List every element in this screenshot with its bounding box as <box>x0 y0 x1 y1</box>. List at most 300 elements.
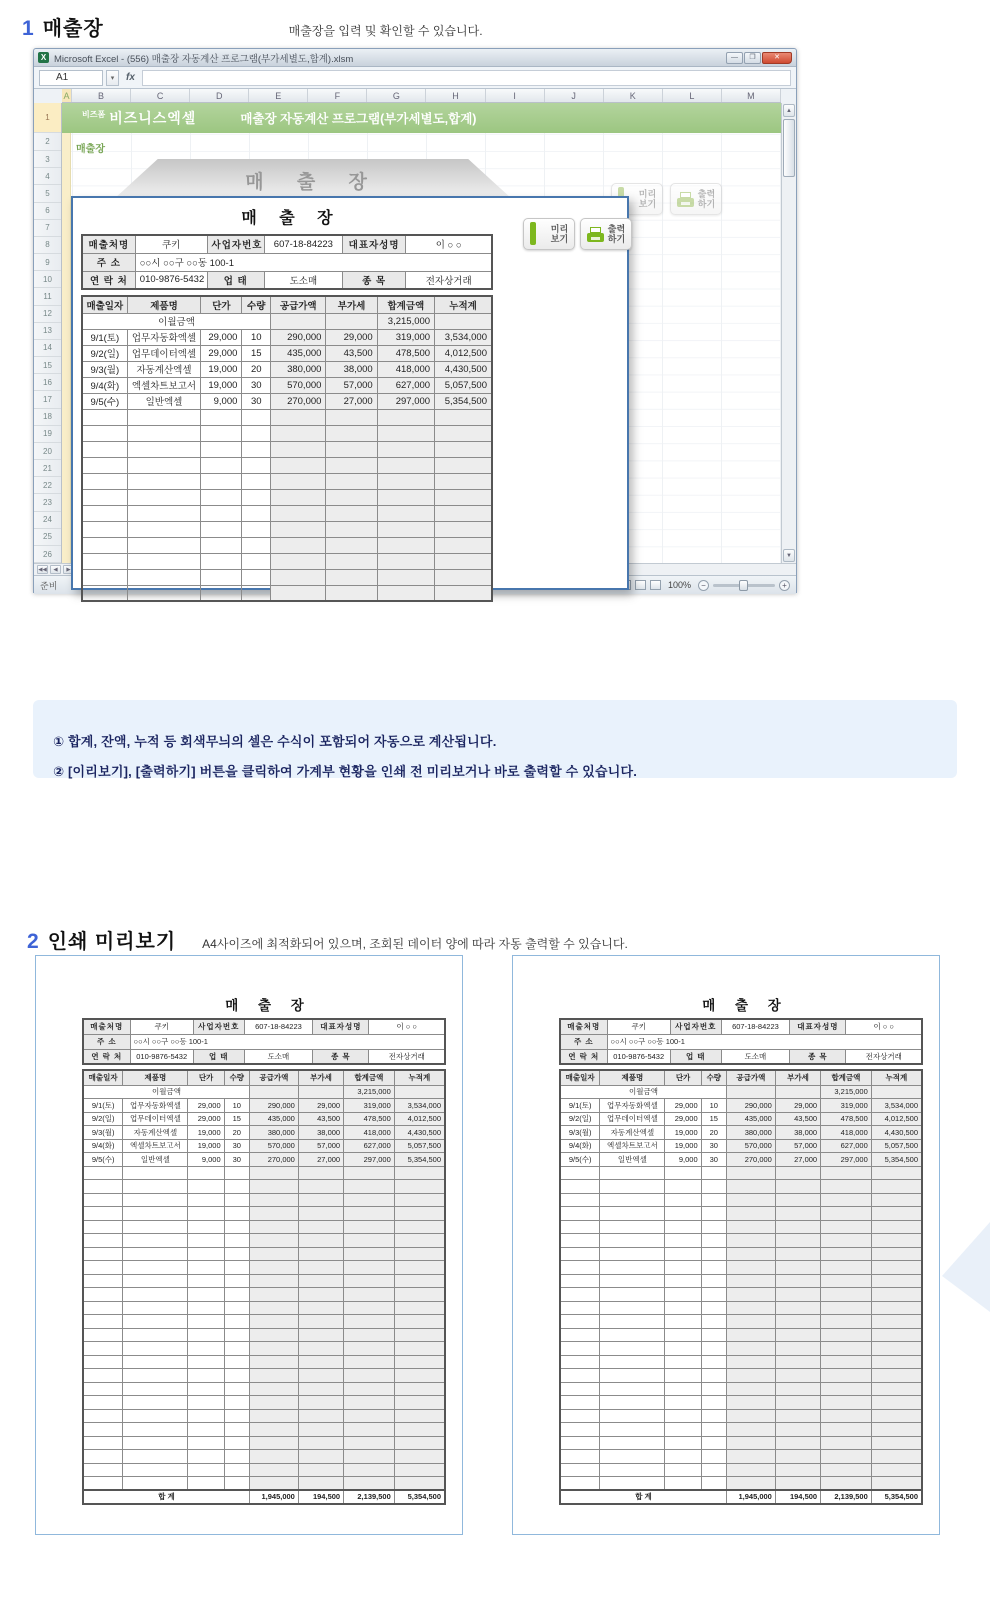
table-cell <box>560 1234 600 1248</box>
table-cell[interactable] <box>127 441 201 457</box>
table-cell[interactable] <box>242 569 271 585</box>
table-cell <box>726 1274 775 1288</box>
table-cell[interactable] <box>242 553 271 569</box>
table-cell[interactable] <box>242 585 271 601</box>
table-cell <box>224 1301 249 1315</box>
table-row <box>560 1436 922 1450</box>
preview-button-disabled[interactable]: 미리 보기 <box>611 183 663 215</box>
table-cell[interactable] <box>326 313 377 329</box>
table-cell[interactable] <box>242 505 271 521</box>
table-cell[interactable]: 9,000 <box>201 393 242 409</box>
row-header[interactable]: 14 <box>34 340 61 357</box>
info-value[interactable]: 도소매 <box>264 271 342 289</box>
table-cell[interactable] <box>326 553 377 569</box>
table-cell[interactable] <box>271 409 326 425</box>
info-value: 010-9876-5432 <box>130 1049 193 1064</box>
table-cell[interactable]: 19,000 <box>201 377 242 393</box>
preview-button[interactable]: 미리 보기 <box>523 218 575 250</box>
table-cell[interactable] <box>271 569 326 585</box>
table-cell <box>188 1220 224 1234</box>
table-cell[interactable]: 570,000 <box>271 377 326 393</box>
table-cell[interactable] <box>127 409 201 425</box>
table-cell[interactable]: 290,000 <box>271 329 326 345</box>
table-cell[interactable] <box>435 313 492 329</box>
column-header[interactable]: K <box>604 89 663 102</box>
table-cell[interactable] <box>377 553 434 569</box>
table-cell[interactable] <box>82 473 127 489</box>
row-header[interactable]: 11 <box>34 288 61 305</box>
column-header[interactable]: M <box>722 89 781 102</box>
table-cell[interactable] <box>377 425 434 441</box>
table-cell <box>123 1301 188 1315</box>
table-row <box>82 253 492 271</box>
table-cell <box>701 1369 726 1383</box>
column-title: 합계금액 <box>344 1070 395 1085</box>
column-title: 매출일자 <box>560 1070 600 1085</box>
table-cell[interactable] <box>271 537 326 553</box>
column-header[interactable]: F <box>308 89 367 102</box>
table-cell: 38,000 <box>775 1126 820 1140</box>
table-cell[interactable]: 9/4(화) <box>82 377 127 393</box>
table-cell[interactable]: 업무자동화엑셀 <box>127 329 201 345</box>
table-cell[interactable] <box>271 473 326 489</box>
table-cell[interactable] <box>127 521 201 537</box>
table-cell[interactable] <box>242 489 271 505</box>
table-cell[interactable]: 9/5(수) <box>82 393 127 409</box>
table-cell: 29,000 <box>665 1112 701 1126</box>
section-1-subtitle: 매출장을 입력 및 확인할 수 있습니다. <box>288 24 483 38</box>
table-cell <box>726 1085 775 1099</box>
table-cell[interactable] <box>82 553 127 569</box>
table-cell[interactable] <box>377 505 434 521</box>
column-header[interactable]: A <box>62 89 72 102</box>
table-cell[interactable] <box>377 537 434 553</box>
carry-over-total[interactable]: 3,215,000 <box>377 313 434 329</box>
total-value: 5,354,500 <box>394 1490 445 1504</box>
table-cell[interactable] <box>242 409 271 425</box>
table-cell[interactable]: 30 <box>242 377 271 393</box>
table-cell[interactable]: 297,000 <box>377 393 434 409</box>
table-cell <box>344 1463 395 1477</box>
table-cell[interactable] <box>271 441 326 457</box>
close-button[interactable] <box>762 52 792 64</box>
table-cell[interactable] <box>242 473 271 489</box>
table-cell[interactable] <box>271 457 326 473</box>
info-value[interactable]: 이 ○ ○ <box>406 235 492 253</box>
carry-over-label[interactable]: 이월금액 <box>82 313 271 329</box>
scroll-up-icon[interactable] <box>783 104 795 117</box>
table-cell <box>775 1436 820 1450</box>
table-cell <box>871 1247 922 1261</box>
row-header[interactable]: 8 <box>34 237 61 254</box>
table-cell[interactable] <box>326 585 377 601</box>
page-break-view-icon[interactable] <box>650 580 661 590</box>
column-header[interactable]: B <box>72 89 131 102</box>
table-cell[interactable] <box>201 473 242 489</box>
scrollbar-thumb[interactable] <box>783 119 795 177</box>
table-cell[interactable]: 9/2(일) <box>82 345 127 361</box>
table-cell <box>701 1288 726 1302</box>
table-cell[interactable] <box>82 489 127 505</box>
table-cell[interactable] <box>435 585 492 601</box>
table-cell[interactable]: 38,000 <box>326 361 377 377</box>
print-button[interactable]: 출력 하기 <box>580 218 632 250</box>
table-cell: 자동계산엑셀 <box>123 1126 188 1140</box>
table-cell[interactable] <box>201 409 242 425</box>
table-cell[interactable]: 19,000 <box>201 361 242 377</box>
table-cell[interactable] <box>82 457 127 473</box>
table-cell[interactable]: 10 <box>242 329 271 345</box>
info-label: 사업자번호 <box>193 1019 244 1034</box>
table-cell[interactable]: 9/3(월) <box>82 361 127 377</box>
table-cell[interactable] <box>82 425 127 441</box>
column-title[interactable]: 합계금액 <box>377 296 434 313</box>
column-header[interactable]: L <box>663 89 722 102</box>
table-cell <box>83 1355 123 1369</box>
table-cell <box>726 1382 775 1396</box>
print-button-disabled[interactable]: 출력 하기 <box>670 183 722 215</box>
table-cell[interactable] <box>326 425 377 441</box>
column-title[interactable]: 단가 <box>201 296 242 313</box>
table-cell <box>83 1450 123 1464</box>
fx-icon: fx <box>126 72 135 83</box>
table-cell[interactable] <box>326 409 377 425</box>
info-value[interactable]: ○○시 ○○구 ○○동 100-1 <box>135 253 492 271</box>
table-cell[interactable]: 자동계산엑셀 <box>127 361 201 377</box>
table-cell[interactable]: 418,000 <box>377 361 434 377</box>
table-cell[interactable] <box>127 457 201 473</box>
table-cell[interactable] <box>435 489 492 505</box>
total-value: 5,354,500 <box>871 1490 922 1504</box>
table-cell[interactable] <box>201 521 242 537</box>
info-label[interactable]: 주 소 <box>82 253 135 271</box>
table-row <box>560 1315 922 1329</box>
table-cell[interactable] <box>435 457 492 473</box>
table-cell[interactable]: 20 <box>242 361 271 377</box>
info-value[interactable]: 쿠키 <box>135 235 207 253</box>
table-cell[interactable] <box>435 505 492 521</box>
info-value: 쿠키 <box>130 1019 193 1034</box>
row-header[interactable]: 6 <box>34 203 61 220</box>
table-cell[interactable] <box>326 441 377 457</box>
info-value[interactable]: 010-9876-5432 <box>135 271 207 289</box>
column-title[interactable]: 공급가액 <box>271 296 326 313</box>
vertical-scrollbar[interactable] <box>781 103 796 563</box>
table-cell[interactable]: 5,354,500 <box>435 393 492 409</box>
table-cell <box>600 1180 665 1194</box>
info-label[interactable]: 사업자번호 <box>207 235 264 253</box>
table-cell[interactable] <box>435 441 492 457</box>
table-cell[interactable]: 478,500 <box>377 345 434 361</box>
table-row <box>83 1166 445 1180</box>
carry-over-row <box>560 1085 922 1099</box>
popup-buttons <box>523 218 632 250</box>
row-header[interactable]: 4 <box>34 168 61 185</box>
table-cell[interactable] <box>127 489 201 505</box>
table-cell[interactable] <box>82 585 127 601</box>
column-title[interactable]: 누적계 <box>435 296 492 313</box>
table-cell[interactable] <box>326 489 377 505</box>
row-header[interactable]: 15 <box>34 357 61 374</box>
column-header[interactable]: D <box>190 89 249 102</box>
row-header[interactable]: 21 <box>34 460 61 477</box>
info-value: ○○시 ○○구 ○○동 100-1 <box>607 1034 922 1049</box>
total-value: 1,945,000 <box>726 1490 775 1504</box>
column-header[interactable]: J <box>545 89 604 102</box>
info-value: 이 ○ ○ <box>369 1019 445 1034</box>
table-cell <box>83 1423 123 1437</box>
column-header[interactable]: E <box>249 89 308 102</box>
column-header[interactable]: H <box>426 89 485 102</box>
table-cell[interactable] <box>82 505 127 521</box>
table-cell[interactable] <box>326 473 377 489</box>
table-cell[interactable] <box>127 553 201 569</box>
column-header[interactable]: I <box>486 89 545 102</box>
row-header[interactable]: 17 <box>34 391 61 408</box>
minimize-button[interactable] <box>726 52 743 64</box>
table-cell <box>123 1409 188 1423</box>
table-cell <box>600 1436 665 1450</box>
table-cell <box>871 1315 922 1329</box>
maximize-button[interactable] <box>744 52 761 64</box>
table-cell[interactable] <box>242 441 271 457</box>
table-cell[interactable] <box>82 409 127 425</box>
table-cell[interactable]: 43,500 <box>326 345 377 361</box>
row-header[interactable]: 7 <box>34 220 61 237</box>
table-cell[interactable]: 29,000 <box>201 329 242 345</box>
table-cell[interactable] <box>201 441 242 457</box>
info-label[interactable]: 매출처명 <box>82 235 135 253</box>
zoom-slider[interactable] <box>713 584 775 587</box>
table-cell[interactable] <box>435 569 492 585</box>
prev-sheet-icon[interactable]: ◀ <box>50 565 61 574</box>
column-title[interactable]: 매출일자 <box>82 296 127 313</box>
table-cell[interactable] <box>435 473 492 489</box>
row-header[interactable]: 5 <box>34 185 61 202</box>
table-cell[interactable] <box>201 425 242 441</box>
table-cell[interactable] <box>377 489 434 505</box>
table-cell[interactable]: 270,000 <box>271 393 326 409</box>
row-header[interactable]: 2 <box>34 133 61 151</box>
table-cell: 19,000 <box>665 1126 701 1140</box>
table-cell[interactable]: 엑셀차트보고서 <box>127 377 201 393</box>
column-title: 누적계 <box>871 1070 922 1085</box>
row-header[interactable]: 24 <box>34 512 61 529</box>
table-cell[interactable] <box>201 569 242 585</box>
table-cell[interactable]: 435,000 <box>271 345 326 361</box>
table-cell <box>600 1261 665 1275</box>
scroll-down-icon[interactable] <box>783 549 795 562</box>
table-cell[interactable] <box>377 521 434 537</box>
first-sheet-icon[interactable]: ◀◀ <box>38 567 47 573</box>
table-cell[interactable] <box>201 553 242 569</box>
table-cell[interactable]: 업무데이터엑셀 <box>127 345 201 361</box>
table-cell[interactable]: 57,000 <box>326 377 377 393</box>
column-header[interactable]: C <box>131 89 190 102</box>
table-cell[interactable] <box>201 457 242 473</box>
table-cell[interactable] <box>271 505 326 521</box>
table-cell[interactable] <box>242 537 271 553</box>
table-cell[interactable]: 5,057,500 <box>435 377 492 393</box>
table-row <box>82 409 492 425</box>
table-cell[interactable] <box>127 425 201 441</box>
table-cell[interactable] <box>435 409 492 425</box>
table-cell[interactable]: 627,000 <box>377 377 434 393</box>
table-cell: 319,000 <box>821 1099 872 1113</box>
table-cell <box>298 1355 343 1369</box>
table-cell[interactable] <box>326 457 377 473</box>
table-row <box>560 1328 922 1342</box>
table-cell <box>775 1207 820 1221</box>
sheet-name-label[interactable]: 매출장 <box>76 144 105 155</box>
table-cell[interactable]: 380,000 <box>271 361 326 377</box>
table-cell[interactable] <box>377 473 434 489</box>
table-cell <box>344 1301 395 1315</box>
table-cell[interactable] <box>127 537 201 553</box>
table-cell[interactable] <box>242 521 271 537</box>
table-cell[interactable] <box>82 537 127 553</box>
table-cell[interactable] <box>127 473 201 489</box>
table-cell[interactable]: 4,430,500 <box>435 361 492 377</box>
table-cell[interactable] <box>326 521 377 537</box>
printer-icon <box>677 192 694 207</box>
info-value[interactable]: 607-18-84223 <box>264 235 342 253</box>
table-cell[interactable] <box>201 537 242 553</box>
table-cell[interactable] <box>435 553 492 569</box>
table-cell[interactable] <box>326 505 377 521</box>
table-cell[interactable]: 29,000 <box>201 345 242 361</box>
row-header[interactable]: 23 <box>34 494 61 511</box>
info-label[interactable]: 연 락 처 <box>82 271 135 289</box>
table-cell[interactable]: 4,012,500 <box>435 345 492 361</box>
table-cell[interactable] <box>127 585 201 601</box>
table-cell <box>123 1166 188 1180</box>
table-cell[interactable] <box>127 505 201 521</box>
sheet-banner <box>62 103 781 133</box>
info-label[interactable]: 종 목 <box>342 271 406 289</box>
table-cell[interactable] <box>326 537 377 553</box>
table-cell[interactable] <box>82 569 127 585</box>
table-cell: 9/3(월) <box>83 1126 123 1140</box>
zoom-level[interactable]: 100% <box>667 580 691 590</box>
row-header[interactable]: 26 <box>34 546 61 563</box>
table-cell[interactable] <box>271 585 326 601</box>
column-title[interactable]: 수량 <box>242 296 271 313</box>
table-cell[interactable] <box>271 313 326 329</box>
table-cell <box>344 1477 395 1491</box>
info-label[interactable]: 대표자성명 <box>342 235 406 253</box>
table-cell <box>394 1085 445 1099</box>
table-cell[interactable] <box>435 425 492 441</box>
row-header[interactable]: 19 <box>34 426 61 443</box>
zoom-slider-thumb[interactable] <box>739 580 748 591</box>
table-cell[interactable] <box>326 569 377 585</box>
table-cell[interactable] <box>82 441 127 457</box>
table-cell[interactable]: 일반엑셀 <box>127 393 201 409</box>
info-value: 도소매 <box>721 1049 790 1064</box>
table-cell[interactable]: 15 <box>242 345 271 361</box>
table-cell <box>701 1477 726 1491</box>
table-cell <box>821 1315 872 1329</box>
row-header[interactable]: 10 <box>34 271 61 288</box>
info-value: 쿠키 <box>607 1019 670 1034</box>
table-cell[interactable]: 319,000 <box>377 329 434 345</box>
info-value[interactable]: 전자상거래 <box>406 271 492 289</box>
table-cell[interactable]: 27,000 <box>326 393 377 409</box>
table-cell[interactable] <box>435 537 492 553</box>
row-header[interactable]: 20 <box>34 443 61 460</box>
table-cell: 30 <box>224 1153 249 1167</box>
table-cell <box>871 1166 922 1180</box>
row-header[interactable]: 16 <box>34 374 61 391</box>
row-header[interactable]: 18 <box>34 409 61 426</box>
table-cell[interactable] <box>377 585 434 601</box>
column-title[interactable]: 부가세 <box>326 296 377 313</box>
row-header[interactable]: 3 <box>34 151 61 168</box>
column-header[interactable]: G <box>367 89 426 102</box>
table-cell[interactable] <box>271 521 326 537</box>
next-sheet-icon[interactable]: ▶ <box>63 565 74 574</box>
table-cell <box>224 1234 249 1248</box>
row-header[interactable]: 12 <box>34 306 61 323</box>
page-layout-view-icon[interactable] <box>635 580 646 590</box>
table-cell[interactable] <box>201 585 242 601</box>
row-header[interactable]: 25 <box>34 529 61 546</box>
zoom-in-icon[interactable]: + <box>779 580 790 591</box>
table-cell <box>394 1328 445 1342</box>
table-cell[interactable] <box>271 425 326 441</box>
table-cell[interactable]: 30 <box>242 393 271 409</box>
table-cell[interactable] <box>435 521 492 537</box>
formula-input[interactable] <box>142 70 791 86</box>
table-cell <box>249 1315 298 1329</box>
table-cell <box>775 1342 820 1356</box>
table-cell <box>600 1409 665 1423</box>
row-header[interactable]: 1 <box>34 103 61 133</box>
table-cell[interactable] <box>377 569 434 585</box>
table-cell[interactable] <box>201 489 242 505</box>
table-cell <box>726 1247 775 1261</box>
table-cell <box>394 1436 445 1450</box>
row-header[interactable]: 22 <box>34 477 61 494</box>
table-cell[interactable] <box>377 457 434 473</box>
table-cell[interactable] <box>377 409 434 425</box>
column-title[interactable]: 제품명 <box>127 296 201 313</box>
table-cell[interactable]: 9/1(토) <box>82 329 127 345</box>
table-cell[interactable] <box>201 505 242 521</box>
row-header[interactable]: 9 <box>34 254 61 271</box>
table-cell <box>123 1207 188 1221</box>
table-cell[interactable] <box>242 457 271 473</box>
table-cell[interactable] <box>377 441 434 457</box>
info-label[interactable]: 업 태 <box>207 271 264 289</box>
ledger-data-table <box>81 295 493 602</box>
table-cell[interactable] <box>127 569 201 585</box>
table-cell <box>298 1423 343 1437</box>
name-box[interactable]: A1 <box>39 70 103 86</box>
row-header[interactable]: 13 <box>34 323 61 340</box>
table-cell <box>726 1423 775 1437</box>
table-cell[interactable]: 29,000 <box>326 329 377 345</box>
table-cell[interactable] <box>82 521 127 537</box>
table-cell: 19,000 <box>188 1126 224 1140</box>
table-cell[interactable]: 3,534,000 <box>435 329 492 345</box>
name-box-dropdown-icon[interactable] <box>106 70 119 86</box>
table-cell[interactable] <box>271 553 326 569</box>
table-cell[interactable] <box>271 489 326 505</box>
zoom-out-icon[interactable]: − <box>698 580 709 591</box>
table-cell[interactable] <box>242 425 271 441</box>
